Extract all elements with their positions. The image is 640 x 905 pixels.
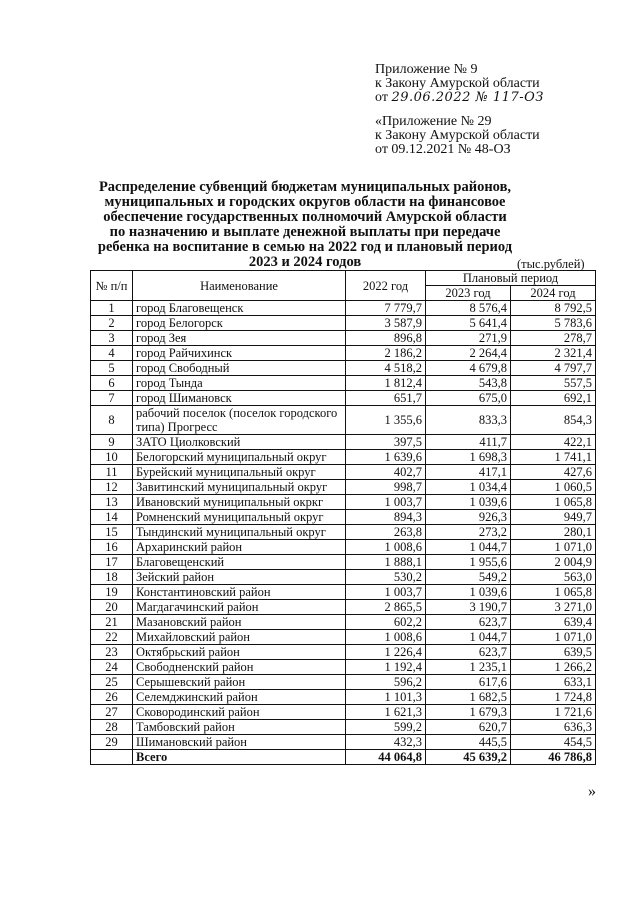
row-number: 24 <box>91 660 133 675</box>
row-number: 8 <box>91 406 133 435</box>
table-row <box>91 570 596 585</box>
row-value-2024: 1 741,1 <box>511 450 596 465</box>
table-row <box>91 705 596 720</box>
table-row <box>91 540 596 555</box>
row-number: 22 <box>91 630 133 645</box>
row-value-2023: 833,3 <box>426 406 511 435</box>
row-value-2023: 1 698,3 <box>426 450 511 465</box>
row-value-2024: 5 783,6 <box>511 316 596 331</box>
row-number: 16 <box>91 540 133 555</box>
row-value-2023: 1 044,7 <box>426 630 511 645</box>
row-value-2022: 894,3 <box>346 510 426 525</box>
row-number: 5 <box>91 361 133 376</box>
row-name: Шимановский район <box>133 735 346 750</box>
row-number: 2 <box>91 316 133 331</box>
table-row <box>91 720 596 735</box>
row-value-2022: 7 779,7 <box>346 301 426 316</box>
total-row <box>91 750 596 765</box>
row-value-2022: 1 003,7 <box>346 585 426 600</box>
row-value-2024: 1 071,0 <box>511 630 596 645</box>
row-value-2023: 1 679,3 <box>426 705 511 720</box>
row-value-2024: 692,1 <box>511 391 596 406</box>
document-title: Распределение субвенций бюджетам муниципальных районов, муниципальных и городских округов области на финансовое обеспечение государственных полномочий Амурской области по назначению и выплате денежной выплаты при передаче ребенка на воспитание в семью на 2022 год и плановый период 2023 и 2024 годов <box>97 179 513 270</box>
row-value-2024: 427,6 <box>511 465 596 480</box>
closing-quote: » <box>588 783 596 800</box>
row-name: ЗАТО Циолковский <box>133 435 346 450</box>
row-value-2022: 263,8 <box>346 525 426 540</box>
table-row <box>91 346 596 361</box>
total-row-number <box>91 750 133 765</box>
table-row <box>91 555 596 570</box>
total-2023: 45 639,2 <box>426 750 511 765</box>
table-row <box>91 376 596 391</box>
row-name: Ивановский муниципальный окркг <box>133 495 346 510</box>
row-number: 3 <box>91 331 133 346</box>
row-value-2022: 998,7 <box>346 480 426 495</box>
table-row <box>91 495 596 510</box>
table-row <box>91 585 596 600</box>
law-date-line <box>375 91 544 105</box>
row-value-2022: 1 008,6 <box>346 540 426 555</box>
row-value-2022: 1 226,4 <box>346 645 426 660</box>
row-name: Селемджинский район <box>133 690 346 705</box>
row-name: город Благовещенск <box>133 301 346 316</box>
row-name: Октябрьский район <box>133 645 346 660</box>
table-row <box>91 450 596 465</box>
row-value-2022: 1 812,4 <box>346 376 426 391</box>
row-value-2023: 543,8 <box>426 376 511 391</box>
row-value-2024: 1 721,6 <box>511 705 596 720</box>
table-row <box>91 465 596 480</box>
row-value-2023: 926,3 <box>426 510 511 525</box>
row-value-2024: 278,7 <box>511 331 596 346</box>
row-value-2023: 445,5 <box>426 735 511 750</box>
row-value-2024: 1 060,5 <box>511 480 596 495</box>
row-value-2023: 1 039,6 <box>426 585 511 600</box>
row-value-2023: 620,7 <box>426 720 511 735</box>
row-value-2024: 454,5 <box>511 735 596 750</box>
row-value-2022: 1 621,3 <box>346 705 426 720</box>
row-value-2024: 557,5 <box>511 376 596 391</box>
table-row <box>91 525 596 540</box>
handwritten-date: 29.06.2022 № 117-ОЗ <box>391 90 544 105</box>
row-value-2024: 280,1 <box>511 525 596 540</box>
row-value-2024: 2 321,4 <box>511 346 596 361</box>
row-name: Свободненский район <box>133 660 346 675</box>
col-2024-header: 2024 год <box>511 286 596 301</box>
row-value-2022: 2 186,2 <box>346 346 426 361</box>
table-row <box>91 391 596 406</box>
row-name: Магдагачинский район <box>133 600 346 615</box>
row-value-2024: 3 271,0 <box>511 600 596 615</box>
row-number: 6 <box>91 376 133 391</box>
row-number: 20 <box>91 600 133 615</box>
col-plan-header: Плановый период <box>426 271 596 286</box>
units-label: (тыс.рублей) <box>517 257 585 271</box>
row-value-2022: 1 192,4 <box>346 660 426 675</box>
row-value-2022: 2 865,5 <box>346 600 426 615</box>
row-number: 10 <box>91 450 133 465</box>
row-name: Константиновский район <box>133 585 346 600</box>
row-number: 14 <box>91 510 133 525</box>
original-law-date: от 09.12.2021 № 48-ОЗ <box>375 142 511 157</box>
row-value-2023: 1 044,7 <box>426 540 511 555</box>
row-name: рабочий поселок (поселок городского типа) Прогресс <box>133 406 346 435</box>
appendix-header <box>375 63 544 105</box>
row-value-2022: 896,8 <box>346 331 426 346</box>
col-name-header: Наименование <box>133 271 346 301</box>
row-value-2022: 1 639,6 <box>346 450 426 465</box>
row-name: Серышевский район <box>133 675 346 690</box>
row-value-2024: 1 071,0 <box>511 540 596 555</box>
row-value-2022: 4 518,2 <box>346 361 426 376</box>
row-value-2023: 3 190,7 <box>426 600 511 615</box>
row-value-2024: 1 065,8 <box>511 585 596 600</box>
subvention-table <box>90 270 596 765</box>
row-number: 23 <box>91 645 133 660</box>
row-value-2024: 1 266,2 <box>511 660 596 675</box>
row-name: Ромненский муниципальный округ <box>133 510 346 525</box>
from-prefix: от <box>375 90 388 105</box>
row-value-2023: 623,7 <box>426 645 511 660</box>
row-value-2023: 2 264,4 <box>426 346 511 361</box>
table-row <box>91 331 596 346</box>
appendix-number: Приложение № 9 <box>375 62 478 77</box>
row-number: 21 <box>91 615 133 630</box>
row-name: Мазановский район <box>133 615 346 630</box>
law-reference: к Закону Амурской области <box>375 76 540 91</box>
row-number: 13 <box>91 495 133 510</box>
table-row <box>91 316 596 331</box>
row-value-2023: 417,1 <box>426 465 511 480</box>
table-row <box>91 630 596 645</box>
row-value-2022: 596,2 <box>346 675 426 690</box>
row-name: Благовещенский <box>133 555 346 570</box>
table-row <box>91 435 596 450</box>
table-row <box>91 615 596 630</box>
row-value-2023: 4 679,8 <box>426 361 511 376</box>
row-name: Тындинский муниципальный округ <box>133 525 346 540</box>
row-value-2023: 5 641,4 <box>426 316 511 331</box>
row-name: Бурейский муниципальный округ <box>133 465 346 480</box>
row-number: 28 <box>91 720 133 735</box>
row-value-2023: 1 039,6 <box>426 495 511 510</box>
row-number: 27 <box>91 705 133 720</box>
row-name: Архаринский район <box>133 540 346 555</box>
row-value-2023: 617,6 <box>426 675 511 690</box>
table-row <box>91 690 596 705</box>
row-number: 15 <box>91 525 133 540</box>
row-value-2022: 1 101,3 <box>346 690 426 705</box>
row-value-2024: 563,0 <box>511 570 596 585</box>
row-value-2024: 422,1 <box>511 435 596 450</box>
row-name: город Белогорск <box>133 316 346 331</box>
row-number: 4 <box>91 346 133 361</box>
col-number-header: № п/п <box>91 271 133 301</box>
row-value-2022: 1 888,1 <box>346 555 426 570</box>
table-row <box>91 361 596 376</box>
row-number: 11 <box>91 465 133 480</box>
row-value-2022: 432,3 <box>346 735 426 750</box>
row-value-2024: 854,3 <box>511 406 596 435</box>
row-number: 19 <box>91 585 133 600</box>
row-value-2022: 402,7 <box>346 465 426 480</box>
row-value-2024: 639,5 <box>511 645 596 660</box>
row-value-2023: 1 955,6 <box>426 555 511 570</box>
row-number: 7 <box>91 391 133 406</box>
col-2022-header: 2022 год <box>346 271 426 301</box>
original-law-reference: к Закону Амурской области <box>375 128 540 143</box>
row-value-2023: 549,2 <box>426 570 511 585</box>
row-value-2023: 411,7 <box>426 435 511 450</box>
table-row <box>91 510 596 525</box>
row-name: город Шимановск <box>133 391 346 406</box>
row-number: 9 <box>91 435 133 450</box>
row-value-2023: 8 576,4 <box>426 301 511 316</box>
row-number: 25 <box>91 675 133 690</box>
row-value-2024: 639,4 <box>511 615 596 630</box>
row-value-2023: 623,7 <box>426 615 511 630</box>
row-value-2022: 1 008,6 <box>346 630 426 645</box>
row-name: Михайловский район <box>133 630 346 645</box>
row-value-2022: 602,2 <box>346 615 426 630</box>
row-name: Тамбовский район <box>133 720 346 735</box>
table-row <box>91 645 596 660</box>
row-value-2024: 633,1 <box>511 675 596 690</box>
row-value-2024: 636,3 <box>511 720 596 735</box>
total-label: Всего <box>133 750 346 765</box>
row-value-2022: 599,2 <box>346 720 426 735</box>
row-name: Белогорский муниципальный округ <box>133 450 346 465</box>
original-appendix-header <box>375 115 540 157</box>
table-row <box>91 675 596 690</box>
row-value-2024: 4 797,7 <box>511 361 596 376</box>
row-value-2024: 1 065,8 <box>511 495 596 510</box>
row-name: Завитинский муниципальный округ <box>133 480 346 495</box>
table-row <box>91 735 596 750</box>
row-value-2024: 1 724,8 <box>511 690 596 705</box>
original-appendix-number: «Приложение № 29 <box>375 114 492 129</box>
total-2024: 46 786,8 <box>511 750 596 765</box>
row-name: Сковородинский район <box>133 705 346 720</box>
row-number: 1 <box>91 301 133 316</box>
row-value-2023: 273,2 <box>426 525 511 540</box>
total-2022: 44 064,8 <box>346 750 426 765</box>
row-value-2023: 1 682,5 <box>426 690 511 705</box>
row-value-2022: 530,2 <box>346 570 426 585</box>
table-row <box>91 301 596 316</box>
table-body <box>91 301 596 765</box>
row-value-2022: 1 355,6 <box>346 406 426 435</box>
row-value-2023: 1 235,1 <box>426 660 511 675</box>
row-value-2023: 675,0 <box>426 391 511 406</box>
row-name: город Свободный <box>133 361 346 376</box>
row-value-2024: 2 004,9 <box>511 555 596 570</box>
row-number: 29 <box>91 735 133 750</box>
row-value-2022: 397,5 <box>346 435 426 450</box>
row-name: Зейский район <box>133 570 346 585</box>
col-2023-header: 2023 год <box>426 286 511 301</box>
row-number: 12 <box>91 480 133 495</box>
row-value-2022: 1 003,7 <box>346 495 426 510</box>
row-value-2024: 8 792,5 <box>511 301 596 316</box>
row-value-2023: 271,9 <box>426 331 511 346</box>
row-value-2024: 949,7 <box>511 510 596 525</box>
row-name: город Райчихинск <box>133 346 346 361</box>
row-name: город Зея <box>133 331 346 346</box>
row-value-2023: 1 034,4 <box>426 480 511 495</box>
row-value-2022: 3 587,9 <box>346 316 426 331</box>
row-name: город Тында <box>133 376 346 391</box>
row-number: 17 <box>91 555 133 570</box>
row-number: 26 <box>91 690 133 705</box>
row-number: 18 <box>91 570 133 585</box>
table-row <box>91 600 596 615</box>
table-row <box>91 660 596 675</box>
row-value-2022: 651,7 <box>346 391 426 406</box>
table-row <box>91 406 596 435</box>
table-row <box>91 480 596 495</box>
